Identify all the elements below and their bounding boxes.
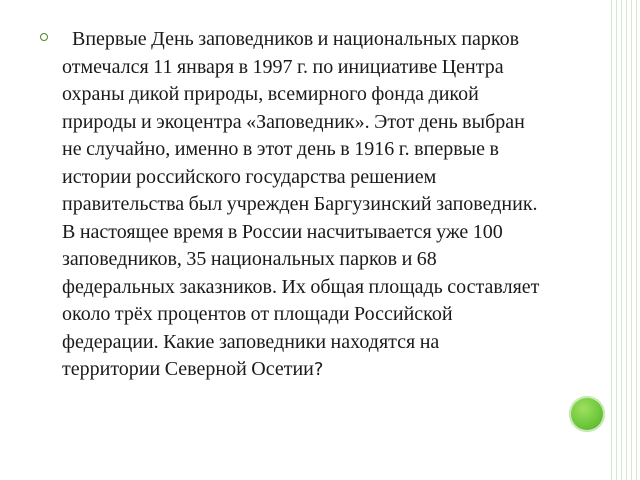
decorative-stripe [611,0,612,480]
circle-bullet-icon [40,33,48,41]
decorative-stripe [616,0,617,480]
green-circle-icon [569,396,605,432]
decorative-stripe [626,0,627,480]
body-text [62,26,540,384]
decorative-stripe [631,0,632,480]
decorative-stripe [636,0,637,480]
decorative-stripe [621,0,622,480]
question-mark: ? [313,359,324,380]
slide-content [40,26,540,384]
bullet-paragraph [40,26,540,384]
body-text-main: Впервые День заповедников и национальных парков отмечался 11 января в 1997 г. по инициативе Центра охраны дикой природы, всемирного фонда дикой природы и экоцентра «Заповедник». Этот день выбран не случайно, именно в этот день в 1916 г. впервые в истории российского государства решением правительства был учрежден Баргузинский заповедник. В настоящее время в России насчитывается уже 100 заповедников, 35 национальных парков и 68 федеральных заказников. Их общая площадь составляет около трёх процентов от площади Российской федерации. Какие заповедники находятся на территории Северной Осетии [62,28,540,380]
